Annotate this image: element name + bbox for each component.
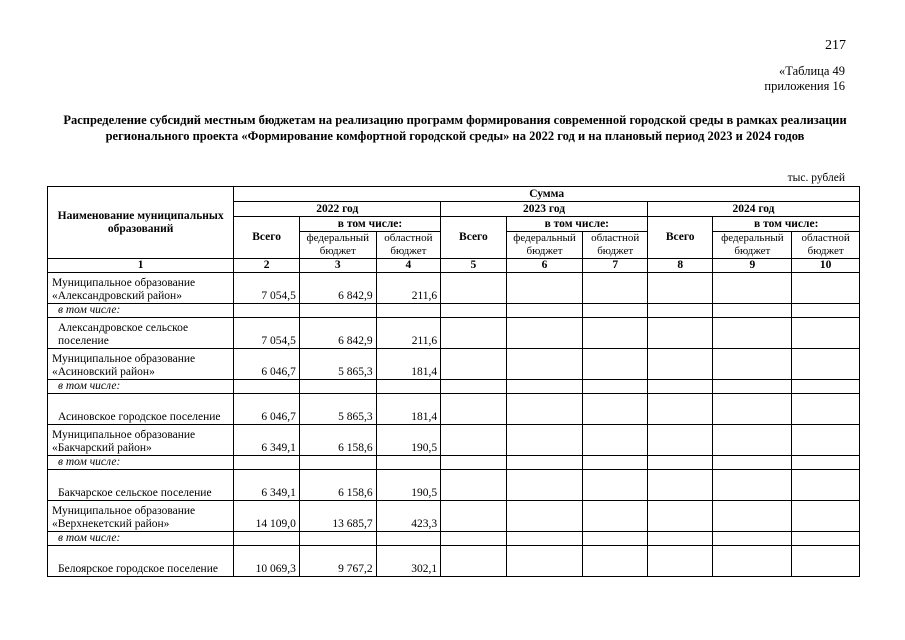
header-year-2023: 2023 год	[441, 202, 648, 217]
table-row	[48, 470, 860, 501]
row-federal-2022: 6 842,9	[299, 318, 376, 349]
table-row	[48, 394, 860, 425]
header-regional-2023: областной бюджет	[583, 232, 648, 259]
row-total-2022: 6 349,1	[234, 470, 300, 501]
col-number: 1	[48, 259, 234, 273]
header-total-2023: Всего	[441, 217, 507, 259]
units-label: тыс. рублей	[787, 172, 845, 184]
col-number: 5	[441, 259, 507, 273]
header-federal-2022: федеральный бюджет	[299, 232, 376, 259]
row-federal-2022: 13 685,7	[299, 501, 376, 532]
row-total-2022: 6 349,1	[234, 425, 300, 456]
header-regional-2024: областной бюджет	[792, 232, 860, 259]
page-number: 217	[825, 38, 846, 53]
row-regional-2022: 181,4	[376, 394, 441, 425]
row-name: Александровское сельское поселение	[48, 318, 234, 349]
row-regional-2022: 190,5	[376, 425, 441, 456]
row-name: Муниципальное образование «Асиновский район»	[48, 349, 234, 380]
header-including-2024: в том числе:	[713, 217, 860, 232]
table-row	[48, 532, 860, 546]
table-row	[48, 425, 860, 456]
row-total-2022: 7 054,5	[234, 273, 300, 304]
table-row	[48, 273, 860, 304]
col-number: 4	[376, 259, 441, 273]
header-sum: Сумма	[234, 187, 860, 202]
row-including-label: в том числе:	[48, 532, 234, 546]
row-regional-2022: 211,6	[376, 318, 441, 349]
col-number: 7	[583, 259, 648, 273]
row-name: Белоярское городское поселение	[48, 546, 234, 577]
header-including-2023: в том числе:	[506, 217, 647, 232]
header-year-2022: 2022 год	[234, 202, 441, 217]
row-federal-2022: 5 865,3	[299, 394, 376, 425]
row-federal-2022: 6 158,6	[299, 470, 376, 501]
row-total-2022: 6 046,7	[234, 394, 300, 425]
row-including-label: в том числе:	[48, 304, 234, 318]
row-total-2022: 7 054,5	[234, 318, 300, 349]
row-name: Муниципальное образование «Верхнекетский район»	[48, 501, 234, 532]
table-row	[48, 501, 860, 532]
row-name: Бакчарское сельское поселение	[48, 470, 234, 501]
row-regional-2022: 181,4	[376, 349, 441, 380]
header-total-2024: Всего	[647, 217, 713, 259]
table-row	[48, 318, 860, 349]
col-number: 6	[506, 259, 583, 273]
table-row	[48, 349, 860, 380]
col-number: 3	[299, 259, 376, 273]
col-number: 9	[713, 259, 792, 273]
row-federal-2022: 6 158,6	[299, 425, 376, 456]
col-number: 10	[792, 259, 860, 273]
table-reference	[764, 64, 845, 94]
row-total-2022: 14 109,0	[234, 501, 300, 532]
subsidies-table	[47, 186, 860, 577]
row-total-2022: 10 069,3	[234, 546, 300, 577]
table-reference-line1: «Таблица 49	[779, 64, 845, 78]
header-total-2022: Всего	[234, 217, 300, 259]
row-federal-2022: 6 842,9	[299, 273, 376, 304]
row-regional-2022: 190,5	[376, 470, 441, 501]
col-number: 8	[647, 259, 713, 273]
header-regional-2022: областной бюджет	[376, 232, 441, 259]
row-federal-2022: 9 767,2	[299, 546, 376, 577]
header-including-2022: в том числе:	[299, 217, 440, 232]
row-regional-2022: 423,3	[376, 501, 441, 532]
table-reference-line2: приложения 16	[764, 79, 845, 93]
row-name: Асиновское городское поселение	[48, 394, 234, 425]
document-title: Распределение субсидий местным бюджетам на реализацию программ формирования современной городской среды в рамках реализации регионального проекта «Формирование комфортной городской среды» на 2022 год и на плановый период 2023 и 2024 годов	[63, 113, 847, 143]
header-year-2024: 2024 год	[647, 202, 859, 217]
col-number: 2	[234, 259, 300, 273]
row-regional-2022: 302,1	[376, 546, 441, 577]
table-row	[48, 304, 860, 318]
table-row	[48, 456, 860, 470]
row-name: Муниципальное образование «Бакчарский район»	[48, 425, 234, 456]
row-name: Муниципальное образование «Александровский район»	[48, 273, 234, 304]
row-total-2022: 6 046,7	[234, 349, 300, 380]
row-including-label: в том числе:	[48, 456, 234, 470]
header-federal-2024: федеральный бюджет	[713, 232, 792, 259]
table-row	[48, 380, 860, 394]
header-federal-2023: федеральный бюджет	[506, 232, 583, 259]
table-row	[48, 546, 860, 577]
row-including-label: в том числе:	[48, 380, 234, 394]
row-regional-2022: 211,6	[376, 273, 441, 304]
header-name: Наименование муниципальных образований	[48, 187, 234, 259]
row-federal-2022: 5 865,3	[299, 349, 376, 380]
